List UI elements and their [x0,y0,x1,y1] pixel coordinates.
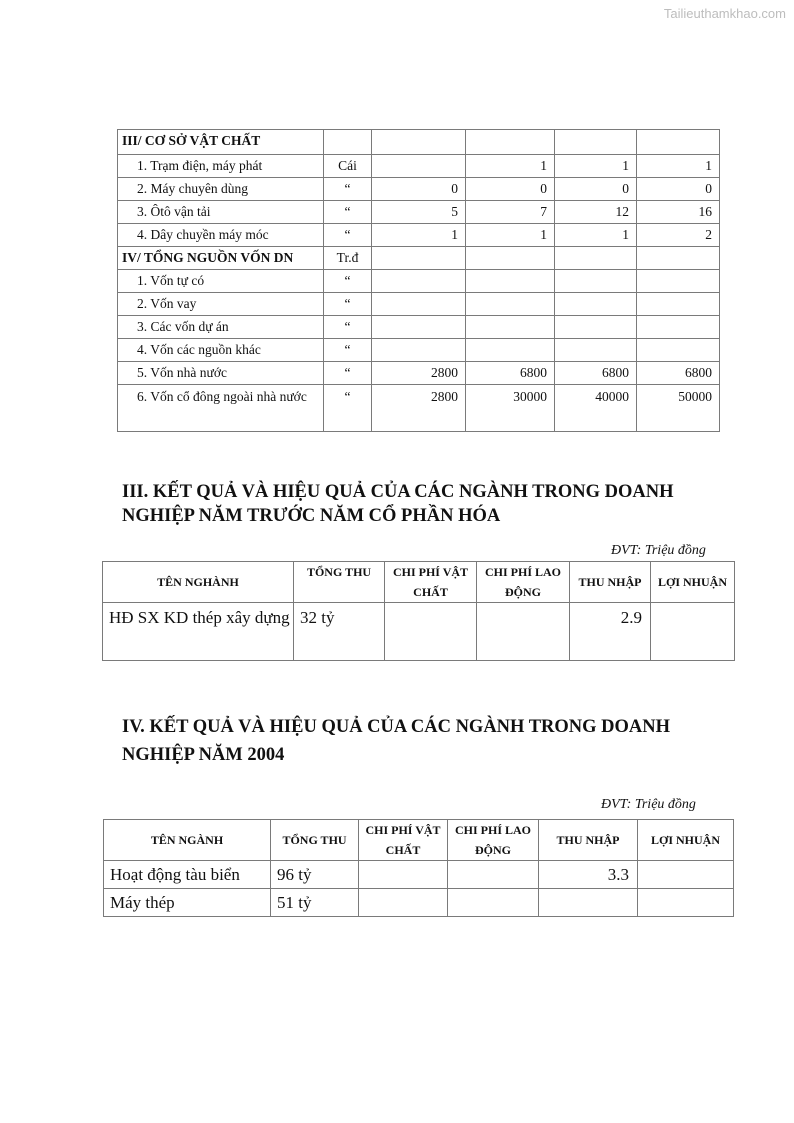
material-cost [359,861,448,889]
table-row [103,603,735,661]
industry-name: HĐ SX KD thép xây dựng [103,603,294,661]
value-cell [466,270,555,293]
value-cell [372,339,466,362]
table-row [118,155,720,178]
column-header: LỢI NHUẬN [638,820,734,861]
value-cell: 1 [555,155,637,178]
unit-cell: “ [324,362,372,385]
value-cell [637,270,720,293]
row-label: 6. Vốn cổ đông ngoài nhà nước [118,385,324,432]
table-row [118,201,720,224]
value-cell [555,270,637,293]
column-header: CHI PHÍ LAO ĐỘNG [448,820,539,861]
value-cell [637,316,720,339]
value-cell: 6800 [637,362,720,385]
watermark: Tailieuthamkhao.com [663,6,786,21]
value-cell [372,130,466,155]
unit-cell: “ [324,178,372,201]
value-cell: 2800 [372,362,466,385]
value-cell: 7 [466,201,555,224]
table-row [118,385,720,432]
table-row [118,293,720,316]
column-header: LỢI NHUẬN [651,562,735,603]
row-label: 3. Ôtô vận tải [118,201,324,224]
table-row [104,889,734,917]
value-cell: 0 [372,178,466,201]
value-cell [637,130,720,155]
unit-cell: “ [324,339,372,362]
material-cost [359,889,448,917]
value-cell [372,270,466,293]
income: 2.9 [570,603,651,661]
column-header: CHI PHÍ VẬT CHẤT [359,820,448,861]
column-header: TỔNG THU [294,562,385,603]
value-cell: 6800 [555,362,637,385]
value-cell: 50000 [637,385,720,432]
column-header: THU NHẬP [539,820,638,861]
value-cell: 0 [637,178,720,201]
industry-name: Hoạt động tàu biển [104,861,271,889]
total-revenue: 32 tỷ [294,603,385,661]
unit-cell: Tr.đ [324,247,372,270]
value-cell: 2 [637,224,720,247]
value-cell [637,339,720,362]
unit-note: ĐVT: Triệu đồng [611,543,706,558]
total-revenue: 51 tỷ [271,889,359,917]
value-cell: 1 [466,155,555,178]
row-label: 1. Trạm điện, máy phát [118,155,324,178]
profit [638,861,734,889]
row-label: 4. Dây chuyền máy móc [118,224,324,247]
table-row [118,224,720,247]
total-revenue: 96 tỷ [271,861,359,889]
unit-cell: “ [324,201,372,224]
labor-cost [477,603,570,661]
row-label: 1. Vốn tự có [118,270,324,293]
income: 3.3 [539,861,638,889]
value-cell: 30000 [466,385,555,432]
value-cell: 16 [637,201,720,224]
facilities-capital-table [117,129,720,432]
row-label: 4. Vốn các nguồn khác [118,339,324,362]
unit-cell [324,130,372,155]
value-cell: 6800 [466,362,555,385]
section-heading-iv: IV. KẾT QUẢ VÀ HIỆU QUẢ CỦA CÁC NGÀNH TRONG DOANH NGHIỆP NĂM 2004 [122,717,671,765]
column-header: CHI PHÍ LAO ĐỘNG [477,562,570,603]
value-cell: 0 [555,178,637,201]
value-cell [372,293,466,316]
row-label: 5. Vốn nhà nước [118,362,324,385]
value-cell [555,293,637,316]
value-cell: 0 [466,178,555,201]
table-row [118,316,720,339]
section-label: III/ CƠ SỞ VẬT CHẤT [118,130,324,155]
labor-cost [448,889,539,917]
material-cost [385,603,477,661]
value-cell [372,155,466,178]
value-cell [637,293,720,316]
results-before-equitization-table [102,561,735,661]
income [539,889,638,917]
value-cell [555,316,637,339]
table-row [118,339,720,362]
row-label: 3. Các vốn dự án [118,316,324,339]
column-header: TÊN NGÀNH [104,820,271,861]
value-cell [466,339,555,362]
table-row [118,362,720,385]
value-cell [372,316,466,339]
value-cell [555,130,637,155]
value-cell [555,247,637,270]
value-cell [372,247,466,270]
table-row [118,130,720,155]
column-header: CHI PHÍ VẬT CHẤT [385,562,477,603]
row-label: 2. Vốn vay [118,293,324,316]
value-cell [555,339,637,362]
profit [651,603,735,661]
table-row [118,247,720,270]
value-cell: 1 [372,224,466,247]
table-row [118,178,720,201]
value-cell [466,247,555,270]
value-cell: 2800 [372,385,466,432]
table-row [104,861,734,889]
column-header: TÊN NGHÀNH [103,562,294,603]
section-heading-iii: III. KẾT QUẢ VÀ HIỆU QUẢ CỦA CÁC NGÀNH TRONG DOANH NGHIỆP NĂM TRƯỚC NĂM CỔ PHẦN HÓA [122,482,674,526]
unit-note: ĐVT: Triệu đồng [601,797,696,812]
value-cell: 1 [637,155,720,178]
unit-cell: “ [324,293,372,316]
value-cell [637,247,720,270]
section-label: IV/ TỔNG NGUỒN VỐN DN [118,247,324,270]
results-2004-table [103,819,734,917]
header-row [104,820,734,861]
profit [638,889,734,917]
unit-cell: “ [324,224,372,247]
value-cell: 1 [555,224,637,247]
unit-cell: “ [324,385,372,432]
value-cell [466,316,555,339]
unit-cell: Cái [324,155,372,178]
header-row [103,562,735,603]
unit-cell: “ [324,316,372,339]
value-cell: 40000 [555,385,637,432]
column-header: THU NHẬP [570,562,651,603]
unit-cell: “ [324,270,372,293]
table-row [118,270,720,293]
value-cell [466,130,555,155]
value-cell [466,293,555,316]
row-label: 2. Máy chuyên dùng [118,178,324,201]
labor-cost [448,861,539,889]
column-header: TỔNG THU [271,820,359,861]
value-cell: 1 [466,224,555,247]
value-cell: 5 [372,201,466,224]
value-cell: 12 [555,201,637,224]
industry-name: Máy thép [104,889,271,917]
